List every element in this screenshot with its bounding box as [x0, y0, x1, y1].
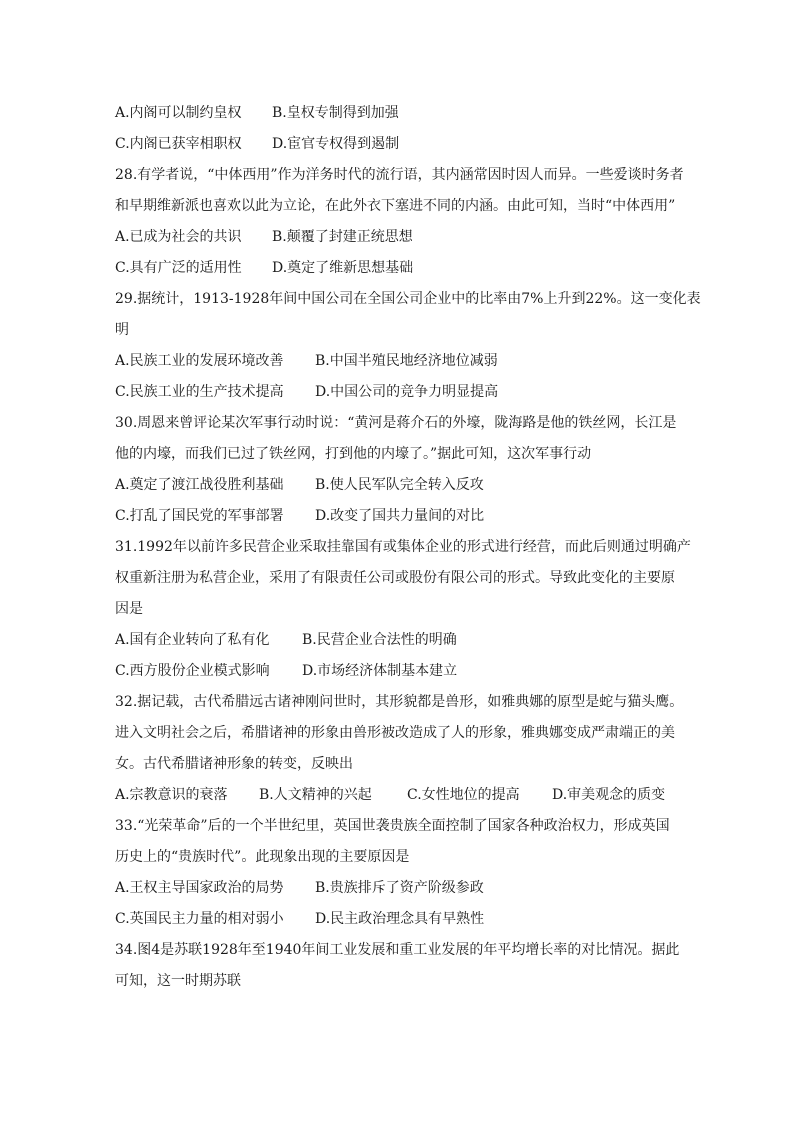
question-29-stem-1: 29.据统计，1913-1928年间中国公司在全国公司企业中的比率由7%上升到22%。这一变化表 [115, 291, 701, 307]
option-a[interactable]: A.民族工业的发展环境改善 [115, 353, 284, 369]
option-b[interactable]: B.人文精神的兴起 [259, 787, 372, 803]
option-b[interactable]: B.颠覆了封建正统思想 [272, 229, 413, 245]
option-d[interactable]: D.审美观念的质变 [552, 787, 666, 803]
option-a[interactable]: A.国有企业转向了私有化 [115, 632, 270, 648]
option-b[interactable]: B.使人民军队完全转入反攻 [315, 477, 484, 493]
option-d[interactable]: D.奠定了维新思想基础 [272, 260, 414, 276]
option-d[interactable]: D.中国公司的竞争力明显提高 [315, 384, 499, 400]
question-28-stem-1: 28.有学者说，“中体西用”作为洋务时代的流行语，其内涵常因时因人而异。一些爱谈时务者 [115, 167, 684, 183]
option-d[interactable]: D.市场经济体制基本建立 [302, 663, 458, 679]
option-c[interactable]: C.民族工业的生产技术提高 [115, 384, 284, 400]
option-c[interactable]: C.内阁已获宰相职权 [115, 136, 242, 152]
option-d[interactable]: D.民主政治理念具有早熟性 [315, 911, 485, 927]
option-b[interactable]: B.中国半殖民地经济地位减弱 [315, 353, 498, 369]
option-b[interactable]: B.民营企业合法性的明确 [302, 632, 457, 648]
option-a[interactable]: A.内阁可以制约皇权 [115, 105, 242, 121]
option-c[interactable]: C.英国民主力量的相对弱小 [115, 911, 284, 927]
option-c[interactable]: C.西方股份企业模式影响 [115, 663, 270, 679]
question-31-stem-3: 因是 [115, 601, 143, 617]
option-c[interactable]: C.打乱了国民党的军事部署 [115, 508, 284, 524]
question-33-stem-1: 33.“光荣革命”后的一个半世纪里，英国世袭贵族全面控制了国家各种政治权力，形成英国 [115, 818, 670, 834]
option-d[interactable]: D.宦官专权得到遏制 [272, 136, 400, 152]
option-c[interactable]: C.女性地位的提高 [407, 787, 520, 803]
option-b[interactable]: B.贵族排斥了资产阶级参政 [315, 880, 484, 896]
question-34-stem-1: 34.图4是苏联1928年至1940年间工业发展和重工业发展的年平均增长率的对比情况。据此 [115, 942, 680, 958]
option-b[interactable]: B.皇权专制得到加强 [272, 105, 399, 121]
option-a[interactable]: A.奠定了渡江战役胜利基础 [115, 477, 284, 493]
option-d[interactable]: D.改变了国共力量间的对比 [315, 508, 485, 524]
question-31-stem-2: 权重新注册为私营企业，采用了有限责任公司或股份有限公司的形式。导致此变化的主要原 [115, 570, 675, 586]
question-34-stem-2: 可知，这一时期苏联 [115, 973, 241, 989]
option-a[interactable]: A.王权主导国家政治的局势 [115, 880, 284, 896]
option-a[interactable]: A.宗教意识的衰落 [115, 787, 228, 803]
question-33-stem-2: 历史上的“贵族时代”。此现象出现的主要原因是 [115, 849, 410, 865]
question-30-stem-1: 30.周恩来曾评论某次军事行动时说：“黄河是蒋介石的外壕，陇海路是他的铁丝网，长江是 [115, 415, 677, 431]
option-c[interactable]: C.具有广泛的适用性 [115, 260, 242, 276]
question-31-stem-1: 31.1992年以前许多民营企业采取挂靠国有或集体企业的形式进行经营，而此后则通过明确产 [115, 539, 691, 555]
option-a[interactable]: A.已成为社会的共识 [115, 229, 242, 245]
question-29-stem-2: 明 [115, 322, 129, 338]
question-32-stem-2: 进入文明社会之后，希腊诸神的形象由兽形被改造成了人的形象，雅典娜变成严肃端正的美 [115, 725, 675, 741]
question-32-stem-3: 女。古代希腊诸神形象的转变，反映出 [115, 756, 353, 772]
question-28-stem-2: 和早期维新派也喜欢以此为立论，在此外衣下塞进不同的内涵。由此可知，当时“中体西用” [115, 198, 676, 214]
question-32-stem-1: 32.据记载，古代希腊远古诸神刚问世时，其形貌都是兽形，如雅典娜的原型是蛇与猫头鹰。 [115, 694, 684, 710]
question-30-stem-2: 他的内壕，而我们已过了铁丝网，打到他的内壕了。”据此可知，这次军事行动 [115, 446, 592, 462]
